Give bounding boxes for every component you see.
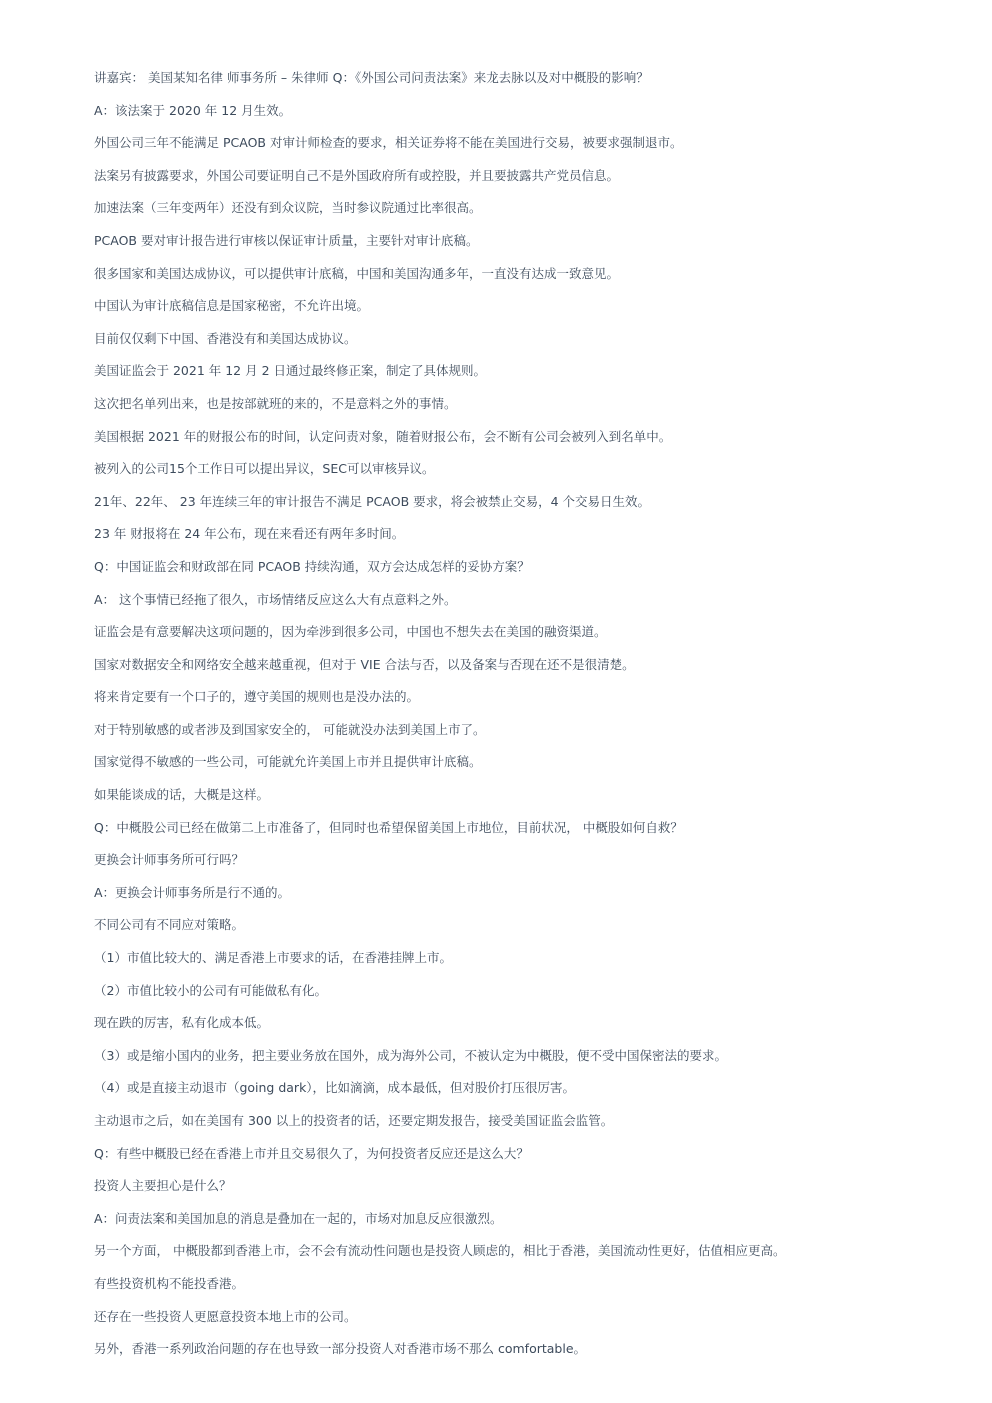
paragraph-line: 被列入的公司15个工作日可以提出异议，SEC可以审核异议。 bbox=[94, 461, 435, 477]
paragraph-line: 有些投资机构不能投香港。 bbox=[94, 1275, 245, 1291]
paragraph-line: 现在跌的厉害，私有化成本低。 bbox=[94, 1015, 270, 1031]
paragraph-line: A：该法案于 2020 年 12 月生效。 bbox=[94, 102, 292, 118]
paragraph-line: A： 这个事情已经拖了很久，市场情绪反应这么大有点意料之外。 bbox=[94, 591, 457, 607]
paragraph-line: 加速法案（三年变两年）还没有到众议院，当时参议院通过比率很高。 bbox=[94, 200, 482, 216]
paragraph-line: 更换会计师事务所可行吗？ bbox=[94, 852, 245, 868]
paragraph-line: 国家对数据安全和网络安全越来越重视，但对于 VIE 合法与否，以及备案与否现在还不是很清楚。 bbox=[94, 656, 635, 672]
paragraph-line: 还存在一些投资人更愿意投资本地上市的公司。 bbox=[94, 1308, 357, 1324]
paragraph-line: 将来肯定要有一个口子的，遵守美国的规则也是没办法的。 bbox=[94, 689, 420, 705]
paragraph-line: 很多国家和美国达成协议，可以提供审计底稿，中国和美国沟通多年，一直没有达成一致意见。 bbox=[94, 265, 620, 281]
paragraph-line: 国家觉得不敏感的一些公司，可能就允许美国上市并且提供审计底稿。 bbox=[94, 754, 482, 770]
paragraph-line: 对于特别敏感的或者涉及到国家安全的， 可能就没办法到美国上市了。 bbox=[94, 721, 486, 737]
paragraph-line: 这次把名单列出来，也是按部就班的来的，不是意料之外的事情。 bbox=[94, 395, 457, 411]
paragraph-line: Q：有些中概股已经在香港上市并且交易很久了，为何投资者反应还是这么大？ bbox=[94, 1145, 529, 1161]
paragraph-line: 另外，香港一系列政治问题的存在也导致一部分投资人对香港市场不那么 comfortable。 bbox=[94, 1341, 587, 1357]
paragraph-line: 证监会是有意要解决这项问题的，因为牵涉到很多公司，中国也不想失去在美国的融资渠道。 bbox=[94, 624, 607, 640]
paragraph-line: 法案另有披露要求，外国公司要证明自己不是外国政府所有或控股，并且要披露共产党员信息。 bbox=[94, 167, 620, 183]
paragraph-line: 投资人主要担心是什么？ bbox=[94, 1178, 232, 1194]
paragraph-line: Q：中概股公司已经在做第二上市准备了，但同时也希望保留美国上市地位，目前状况， 中概股如何自救？ bbox=[94, 819, 683, 835]
paragraph-line: 美国根据 2021 年的财报公布的时间，认定问责对象，随着财报公布，会不断有公司会被列入到名单中。 bbox=[94, 428, 672, 444]
paragraph-line: （3）或是缩小国内的业务，把主要业务放在国外，成为海外公司，不被认定为中概股，便不受中国保密法的要求。 bbox=[94, 1047, 727, 1063]
paragraph-line: A：问责法案和美国加息的消息是叠加在一起的，市场对加息反应很激烈。 bbox=[94, 1210, 503, 1226]
paragraph-line: 美国证监会于 2021 年 12 月 2 日通过最终修正案，制定了具体规则。 bbox=[94, 363, 487, 379]
paragraph-line: 23 年 财报将在 24 年公布，现在来看还有两年多时间。 bbox=[94, 526, 405, 542]
paragraph-line: PCAOB 要对审计报告进行审核以保证审计质量，主要针对审计底稿。 bbox=[94, 232, 479, 248]
paragraph-line: 目前仅仅剩下中国、香港没有和美国达成协议。 bbox=[94, 330, 357, 346]
document-body bbox=[94, 62, 954, 1366]
paragraph-line: 中国认为审计底稿信息是国家秘密，不允许出境。 bbox=[94, 298, 370, 314]
paragraph-line: 如果能谈成的话，大概是这样。 bbox=[94, 787, 270, 803]
paragraph-line: （1）市值比较大的、满足香港上市要求的话，在香港挂牌上市。 bbox=[94, 950, 452, 966]
paragraph-line: 另一个方面， 中概股都到香港上市，会不会有流动性问题也是投资人顾虑的，相比于香港，美国流动性更好，估值相应更高。 bbox=[94, 1243, 786, 1259]
paragraph-line: （4）或是直接主动退市（going dark），比如滴滴，成本最低，但对股价打压很厉害。 bbox=[94, 1080, 576, 1096]
paragraph-line: 不同公司有不同应对策略。 bbox=[94, 917, 245, 933]
paragraph-line: 讲嘉宾： 美国某知名律 师事务所 – 朱律师 Q：《外国公司问责法案》来龙去脉以及对中概股的影响？ bbox=[94, 70, 649, 85]
paragraph-line: 21年、22年、 23 年连续三年的审计报告不满足 PCAOB 要求，将会被禁止交易，4 个交易日生效。 bbox=[94, 493, 651, 509]
paragraph-line: A：更换会计师事务所是行不通的。 bbox=[94, 884, 291, 900]
paragraph-line: 主动退市之后，如在美国有 300 以上的投资者的话，还要定期发报告，接受美国证监会监管。 bbox=[94, 1113, 614, 1128]
paragraph-line: （2）市值比较小的公司有可能做私有化。 bbox=[94, 982, 327, 998]
paragraph-line: 外国公司三年不能满足 PCAOB 对审计师检查的要求，相关证券将不能在美国进行交易，被要求强制退市。 bbox=[94, 135, 683, 151]
paragraph-line: Q：中国证监会和财政部在同 PCAOB 持续沟通，双方会达成怎样的妥协方案？ bbox=[94, 558, 530, 574]
